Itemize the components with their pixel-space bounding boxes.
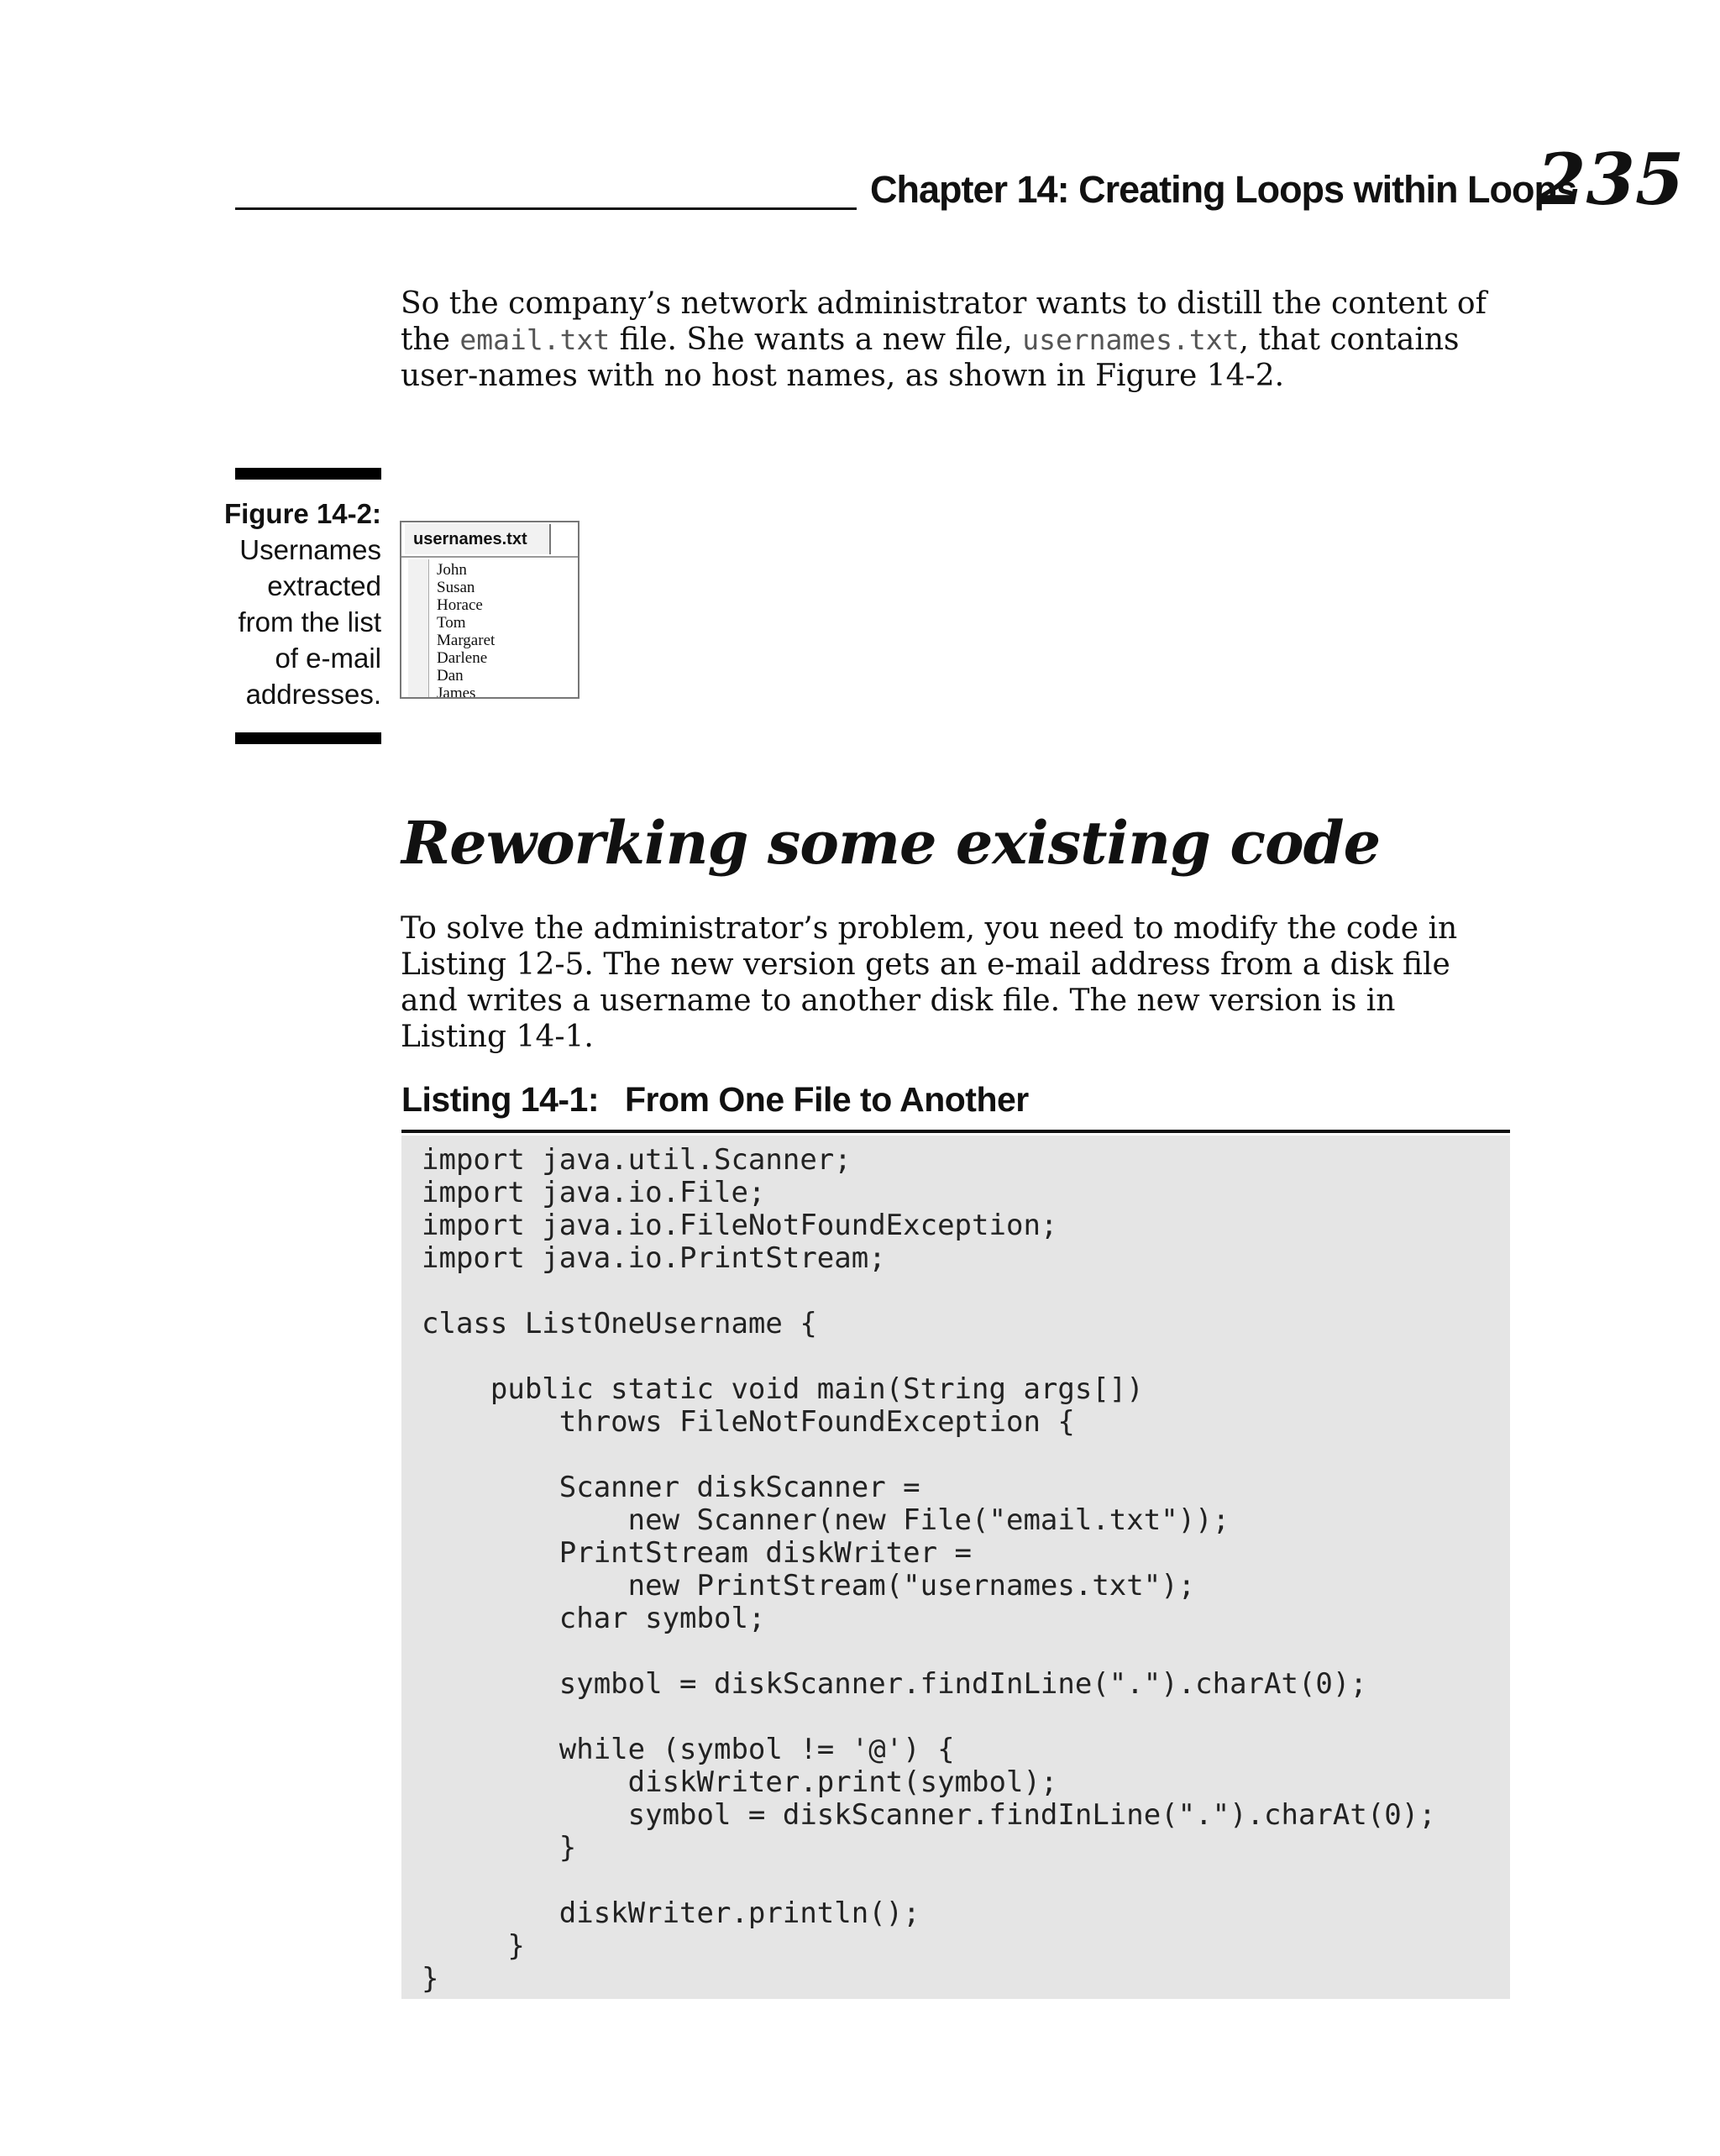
section-paragraph: To solve the administrator’s problem, you need to modify the code in Listing 12-5. The new version gets an e-mail address from a disk file and writes a username to another disk file. The new version is in Listing 14-1.: [401, 911, 1458, 1054]
list-item: Susan: [437, 579, 475, 596]
code-line: [422, 1340, 1510, 1373]
caption-bar-top: [235, 468, 381, 480]
code-line: symbol = diskScanner.findInLine(".").charAt(0);: [422, 1798, 1436, 1832]
code-line: [422, 1701, 1510, 1734]
inline-code-email: email.txt: [459, 323, 611, 356]
code-line: public static void main(String args[]): [422, 1372, 1144, 1406]
code-line: import java.util.Scanner;: [422, 1143, 852, 1177]
code-line: throws FileNotFoundException {: [422, 1405, 1075, 1439]
code-line: new Scanner(new File("email.txt"));: [422, 1503, 1230, 1537]
code-listing: [401, 1136, 1510, 1999]
list-item: Margaret: [437, 632, 496, 649]
code-line: [422, 1275, 1510, 1308]
code-line: new PrintStream("usernames.txt");: [422, 1569, 1196, 1603]
intro-paragraph: [401, 286, 1509, 394]
figure-label: Figure 14-2:: [223, 498, 381, 529]
code-line: while (symbol != '@') {: [422, 1733, 955, 1766]
code-line: import java.io.FileNotFoundException;: [422, 1209, 1058, 1242]
list-item: John: [437, 561, 467, 579]
tab-divider: [401, 556, 578, 558]
intro-text-3: , that contains user-names with no host names, as shown in Figure 14-2.: [401, 323, 1460, 393]
code-line: }: [422, 1831, 577, 1865]
editor-gutter: [408, 559, 429, 699]
code-line: symbol = diskScanner.findInLine(".").charAt(0);: [422, 1667, 1367, 1701]
code-line: import java.io.PrintStream;: [422, 1241, 886, 1275]
file-tab: usernames.txt: [405, 524, 551, 554]
caption-bar-bottom: [235, 732, 381, 744]
figure-caption: [210, 496, 381, 712]
code-line: [422, 1865, 1510, 1897]
code-line: }: [422, 1929, 525, 1963]
listing-name: From One File to Another: [625, 1080, 1029, 1119]
code-line: }: [422, 1962, 439, 1996]
code-line: import java.io.File;: [422, 1176, 766, 1209]
code-line: diskWriter.print(symbol);: [422, 1765, 1058, 1799]
list-item: Tom: [437, 614, 466, 632]
username-list: [437, 561, 495, 699]
header-rule: [235, 207, 857, 210]
list-item: Dan: [437, 667, 464, 685]
code-line: PrintStream diskWriter =: [422, 1536, 973, 1570]
code-line: [422, 1439, 1510, 1471]
listing-title: [401, 1080, 1029, 1120]
code-line: diskWriter.println();: [422, 1896, 920, 1930]
chapter-title: Chapter 14: Creating Loops within Loops: [870, 168, 1577, 211]
page-number: 235: [1537, 138, 1685, 221]
intro-text-1: So the company’s network administrator wants to distill the content of the: [401, 286, 1487, 357]
list-item: Horace: [437, 596, 483, 614]
intro-text-2: file. She wants a new file,: [610, 323, 1023, 357]
listing-rule: [401, 1130, 1510, 1133]
list-item: James: [437, 685, 476, 699]
list-item: Darlene: [437, 649, 488, 667]
figure-screenshot: [400, 521, 579, 699]
section-heading: Reworking some existing code: [401, 808, 1381, 878]
inline-code-usernames: usernames.txt: [1022, 323, 1240, 356]
code-line: class ListOneUsername {: [422, 1307, 817, 1340]
code-line: char symbol;: [422, 1602, 766, 1635]
listing-number: Listing 14-1:: [401, 1080, 599, 1119]
code-line: Scanner diskScanner =: [422, 1471, 920, 1504]
code-line: [422, 1635, 1510, 1668]
figure-caption-text: Usernames extracted from the list of e-mail addresses.: [238, 534, 381, 710]
